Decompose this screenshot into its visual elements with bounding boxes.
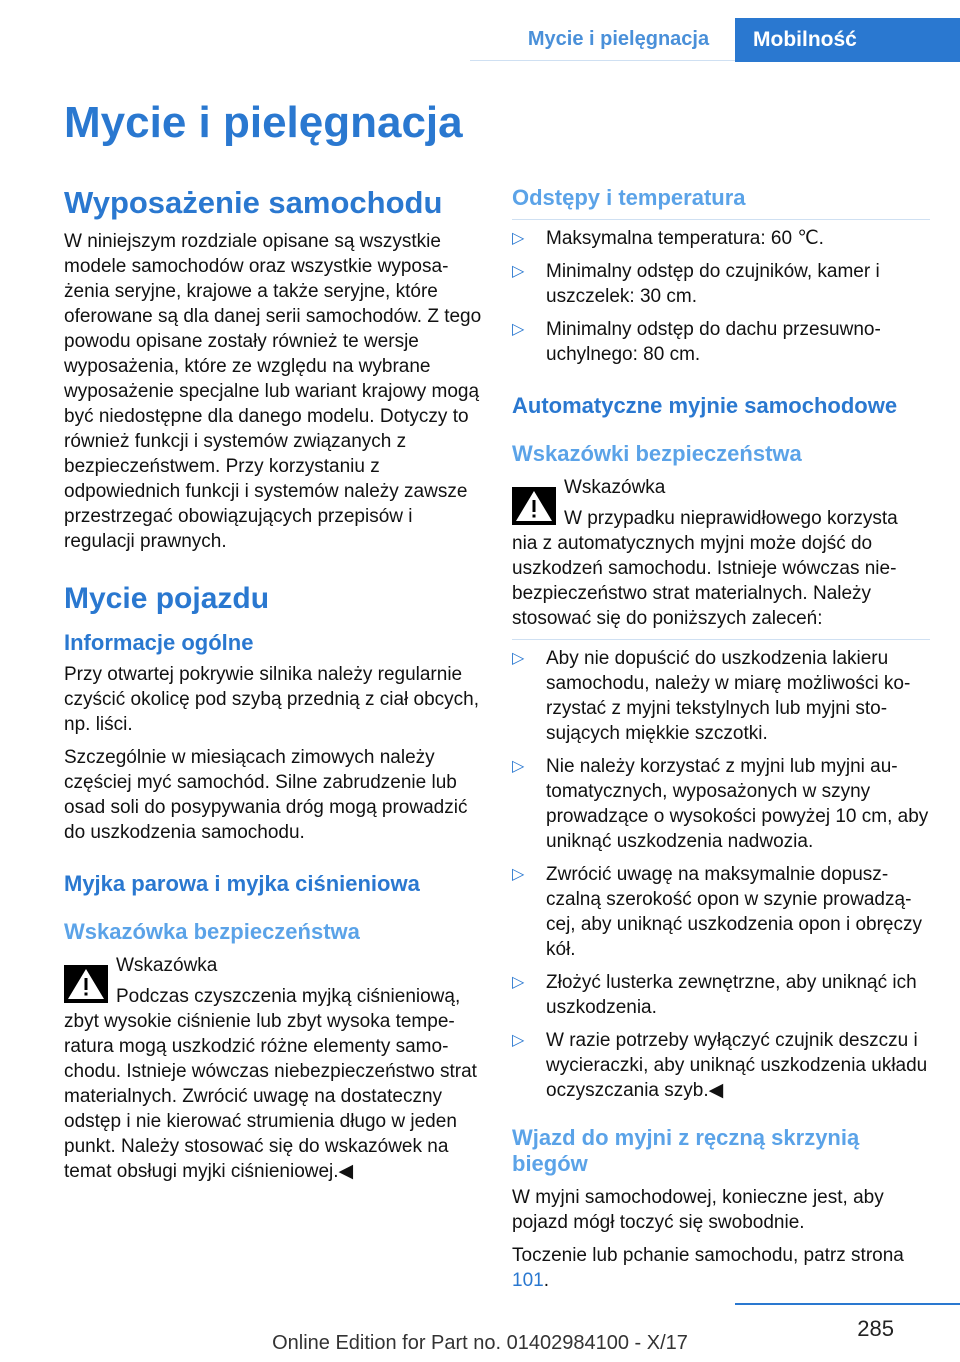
triangle-bullet-icon: ▷ — [512, 321, 525, 338]
warning-title-right: Wskazówka — [564, 477, 666, 498]
general-paragraph-1: Przy otwartej pokrywie silnika należy regularnie czyścić okolicę pod szybą przednią z ciał obcych, np. liści. — [64, 664, 480, 735]
manual-paragraph-1: W myjni samochodowej, konieczne jest, aby pojazd mógł toczyć się swobodnie. — [512, 1187, 884, 1233]
equipment-heading: Wyposażenie samochodu — [64, 185, 443, 220]
warning-triangle-icon — [64, 965, 108, 1003]
distances-heading: Odstępy i temperatura — [512, 185, 746, 210]
footer-accent-line — [735, 1303, 960, 1305]
manual-paragraph-2: Toczenie lub pchanie samochodu, patrz strona 101. — [512, 1245, 904, 1291]
warning-box-right — [512, 475, 930, 531]
triangle-bullet-icon: ▷ — [512, 974, 525, 991]
safety-heading-right: Wskazówki bezpieczeństwa — [512, 441, 802, 466]
warning-box-left — [64, 953, 482, 1009]
triangle-bullet-icon: ▷ — [512, 1032, 525, 1049]
warning-text-left: zbyt wysokie ciśnienie lub zbyt wysoka temperatura mogą uszkodzić różne elementy samochodu. Istnieje wówczas niebezpieczeństwo strat materialnych. Zwrócić uwagę na dostateczny odstęp i nie kierować strumienia długo w jeden punkt. Należy stosować się do wskazówek na temat obsługi myjki ciśnieniowej.◀ — [64, 1011, 477, 1182]
triangle-bullet-icon: ▷ — [512, 866, 525, 883]
list-divider — [512, 219, 930, 220]
warning-title-left: Wskazówka — [116, 955, 218, 976]
list-divider — [512, 639, 930, 640]
triangle-bullet-icon: ▷ — [512, 758, 525, 775]
header-section-title: Mycie i pielęgnacja — [527, 28, 710, 50]
manual-gearbox-heading: Wjazd do myjni z ręczną skrzynią biegów — [512, 1125, 860, 1176]
warning-first-line-left: Podczas czyszczenia myjką ciśnieniową, — [116, 986, 461, 1007]
list-item: ▷ W razie potrzeby wyłączyć czujnik deszczu i wycieraczki, aby uniknąć uszkodzenia układu oczyszczania szyb.◀ — [512, 1030, 928, 1101]
carwash-tips-list — [512, 646, 930, 1103]
general-heading: Informacje ogólne — [64, 630, 254, 655]
page-number: 285 — [857, 1316, 894, 1341]
list-item: ▷ Minimalny odstęp do dachu przesuwno-uchylnego: 80 cm. — [512, 319, 881, 365]
safety-heading-left: Wskazówka bezpieczeństwa — [64, 919, 360, 944]
distances-list — [512, 226, 930, 367]
list-item: ▷ Nie należy korzystać z myjni lub myjni automatycznych, wyposażonych w szyny prowadzące o wysokości powyżej 10 cm, aby uniknąć uszkodzenia nadwozia. — [512, 756, 929, 852]
left-column — [64, 185, 482, 1192]
warning-first-line-right: W przypadku nieprawidłowego korzysta — [564, 508, 898, 529]
steam-heading: Myjka parowa i myjka ciśnieniowa — [64, 871, 420, 896]
list-item: ▷ Złożyć lusterka zewnętrzne, aby uniknąć ich uszkodzenia. — [512, 972, 917, 1018]
warning-text-right: nia z automatycznych myjni może dojść do uszkodzeń samochodu. Istnieje wówczas niebezpieczeństwo strat materialnych. Należy stosować się do poniższych zaleceń: — [512, 533, 897, 629]
triangle-bullet-icon: ▷ — [512, 230, 525, 247]
header-divider — [470, 60, 735, 61]
list-item: ▷ Aby nie dopuścić do uszkodzenia lakieru samochodu, należy w miarę możliwości korzystać z myjni tekstylnych lub myjni stosujących miękkie szczotki. — [512, 648, 911, 744]
triangle-bullet-icon: ▷ — [512, 263, 525, 280]
right-column — [512, 185, 930, 1301]
page-title: Mycie i pielęgnacja — [64, 98, 463, 147]
list-item: ▷ Zwrócić uwagę na maksymalnie dopuszczalną szerokość opon w szynie prowadzącej, aby uniknąć uszkodzenia opon i obręczy kół. — [512, 864, 923, 960]
washing-heading: Mycie pojazdu — [64, 582, 270, 615]
page-header — [0, 0, 960, 60]
list-item: ▷ Maksymalna temperatura: 60 ℃. — [512, 228, 824, 249]
header-chapter-tab: Mobilność — [735, 18, 960, 62]
carwash-heading: Automatyczne myjnie samochodowe — [512, 393, 898, 418]
triangle-bullet-icon: ▷ — [512, 650, 525, 667]
footer-edition: Online Edition for Part no. 01402984100 - X/17 — [272, 1332, 688, 1354]
general-paragraph-2: Szczególnie w miesiącach zimowych należy częściej myć samochód. Silne zabrudzenie lub osad soli do posypywania dróg mogą prowadzić do uszkodzenia samochodu. — [64, 747, 468, 843]
list-item: ▷ Minimalny odstęp do czujników, kamer i uszczelek: 30 cm. — [512, 261, 880, 307]
warning-triangle-icon — [512, 487, 556, 525]
equipment-text: W niniejszym rozdziale opisane są wszystkie modele samochodów oraz wszystkie wyposażenia seryjne, krajowe a także seryjne, które oferowane są dla danej serii samochodów. Z tego powodu opisane zostały również te wersje wyposażenia, które ze względu na wybrane wyposażenie specjalne lub wariant krajowy mogą być niedostępne dla danego modelu. Dotyczy to również funkcji i systemów związanych z bezpieczeństwem. Przy korzystaniu z odpowiednich funkcji i systemów należy zawsze przestrzegać obowiązujących przepisów i regulacji prawnych. — [64, 231, 482, 552]
page-reference-link[interactable]: 101 — [512, 1270, 544, 1291]
